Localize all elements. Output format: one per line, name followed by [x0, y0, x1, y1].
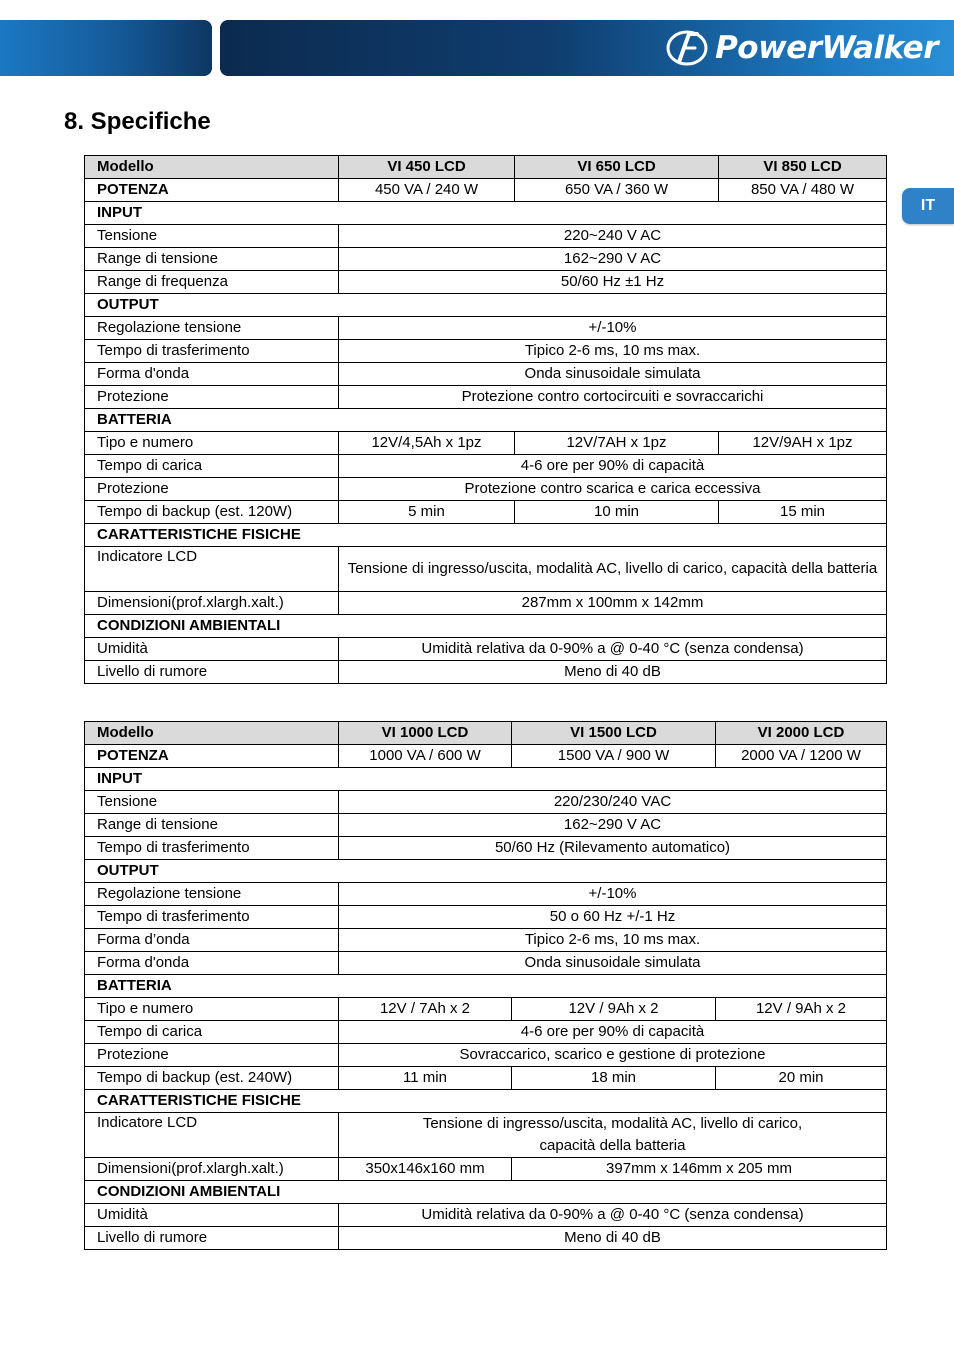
table-cell: 5 min: [339, 501, 515, 524]
page-header: [0, 20, 954, 78]
section-row: [85, 524, 887, 547]
powerwalker-swoosh-icon: [665, 28, 709, 68]
table-row: [85, 952, 887, 975]
table-cell: 162~290 V AC: [339, 814, 887, 837]
table-header-row: [85, 722, 887, 745]
table-cell: 4-6 ore per 90% di capacità: [339, 1021, 887, 1044]
table-row: [85, 837, 887, 860]
table-cell: Tipo e numero: [85, 432, 339, 455]
section-heading: CARATTERISTICHE FISICHE: [85, 524, 887, 547]
table-cell: Tipico 2-6 ms, 10 ms max.: [339, 929, 887, 952]
model-header-cell: VI 850 LCD: [719, 156, 887, 179]
table-row: [85, 592, 887, 615]
section-row: [85, 768, 887, 791]
powerwalker-logo: [665, 26, 938, 70]
spec-table-small-models: [84, 155, 887, 684]
table-cell: 12V / 9Ah x 2: [512, 998, 716, 1021]
table-cell: Regolazione tensione: [85, 883, 339, 906]
header-band-left: [0, 20, 212, 76]
table-row: [85, 317, 887, 340]
section-row: [85, 975, 887, 998]
section-row: [85, 1181, 887, 1204]
table-cell: Livello di rumore: [85, 1227, 339, 1250]
table-row: [85, 1021, 887, 1044]
table-cell: 50/60 Hz ±1 Hz: [339, 271, 887, 294]
table-cell: 20 min: [716, 1067, 887, 1090]
table-cell: 12V / 9Ah x 2: [716, 998, 887, 1021]
table-cell: 4-6 ore per 90% di capacità: [339, 455, 887, 478]
table-cell: Meno di 40 dB: [339, 661, 887, 684]
table-row: [85, 1158, 887, 1181]
table-row: [85, 1227, 887, 1250]
table-cell: +/-10%: [339, 883, 887, 906]
table-cell: Onda sinusoidale simulata: [339, 952, 887, 975]
header-band-right: [220, 20, 954, 76]
table-cell: Forma d'onda: [85, 952, 339, 975]
table-cell: Tipico 2-6 ms, 10 ms max.: [339, 340, 887, 363]
table-cell: Tempo di trasferimento: [85, 906, 339, 929]
language-tab[interactable]: IT: [902, 188, 954, 224]
table-cell: Indicatore LCD: [85, 547, 339, 592]
table-cell: POTENZA: [85, 179, 339, 202]
table-row: [85, 248, 887, 271]
section-heading: OUTPUT: [85, 294, 887, 317]
table-cell: 50/60 Hz (Rilevamento automatico): [339, 837, 887, 860]
section-row: [85, 615, 887, 638]
table-cell: Tensione: [85, 791, 339, 814]
table-row: [85, 745, 887, 768]
table-cell: 450 VA / 240 W: [339, 179, 515, 202]
table-row: [85, 501, 887, 524]
table-cell: Protezione contro scarica e carica eccessiva: [339, 478, 887, 501]
table-row: [85, 432, 887, 455]
table-cell: Dimensioni(prof.xlargh.xalt.): [85, 1158, 339, 1181]
section-row: [85, 294, 887, 317]
section-heading: INPUT: [85, 768, 887, 791]
section-row: [85, 409, 887, 432]
section-row: [85, 860, 887, 883]
table-cell: 220/230/240 VAC: [339, 791, 887, 814]
table-cell: Tensione di ingresso/uscita, modalità AC, livello di carico, capacità della batteria: [339, 1113, 887, 1158]
model-header-cell: VI 1500 LCD: [512, 722, 716, 745]
table-cell: Sovraccarico, scarico e gestione di protezione: [339, 1044, 887, 1067]
table-cell: Onda sinusoidale simulata: [339, 363, 887, 386]
table-cell: Protezione contro cortocircuiti e sovraccarichi: [339, 386, 887, 409]
table-row: [85, 1067, 887, 1090]
table-row: [85, 998, 887, 1021]
table-cell: Tipo e numero: [85, 998, 339, 1021]
model-header-cell: VI 2000 LCD: [716, 722, 887, 745]
table-cell: Forma d'onda: [85, 363, 339, 386]
table-cell: 12V/9AH x 1pz: [719, 432, 887, 455]
table-cell: 397mm x 146mm x 205 mm: [512, 1158, 887, 1181]
model-header-cell: VI 450 LCD: [339, 156, 515, 179]
table-cell: Forma d’onda: [85, 929, 339, 952]
table-cell: 11 min: [339, 1067, 512, 1090]
table-cell: 287mm x 100mm x 142mm: [339, 592, 887, 615]
table-cell: +/-10%: [339, 317, 887, 340]
table-cell: Tempo di carica: [85, 455, 339, 478]
table-cell: Indicatore LCD: [85, 1113, 339, 1158]
section-heading: BATTERIA: [85, 409, 887, 432]
table-row: [85, 386, 887, 409]
section-heading: BATTERIA: [85, 975, 887, 998]
table-cell: Dimensioni(prof.xlargh.xalt.): [85, 592, 339, 615]
table-row: [85, 179, 887, 202]
table-cell: Protezione: [85, 478, 339, 501]
section-heading: CONDIZIONI AMBIENTALI: [85, 1181, 887, 1204]
section-heading: OUTPUT: [85, 860, 887, 883]
table-row: [85, 814, 887, 837]
table-cell: POTENZA: [85, 745, 339, 768]
table-cell: 12V/7AH x 1pz: [515, 432, 719, 455]
table-cell: 2000 VA / 1200 W: [716, 745, 887, 768]
table-cell: Tensione di ingresso/uscita, modalità AC, livello di carico, capacità della batteria: [339, 547, 887, 592]
page-title: 8. Specifiche: [64, 108, 211, 135]
table-cell: Protezione: [85, 1044, 339, 1067]
model-header-cell: VI 650 LCD: [515, 156, 719, 179]
table-row: [85, 547, 887, 592]
table-cell: Umidità relativa da 0-90% a @ 0-40 °C (senza condensa): [339, 638, 887, 661]
table-cell: 1000 VA / 600 W: [339, 745, 512, 768]
section-heading: CONDIZIONI AMBIENTALI: [85, 615, 887, 638]
table-row: [85, 929, 887, 952]
table-cell: 50 o 60 Hz +/-1 Hz: [339, 906, 887, 929]
table-cell: 162~290 V AC: [339, 248, 887, 271]
table-cell: 350x146x160 mm: [339, 1158, 512, 1181]
table-cell: Tensione: [85, 225, 339, 248]
table-cell: 18 min: [512, 1067, 716, 1090]
table-row: [85, 478, 887, 501]
table-header-row: [85, 156, 887, 179]
table-cell: 12V/4,5Ah x 1pz: [339, 432, 515, 455]
spec-table-large-models: [84, 721, 887, 1250]
section-heading: INPUT: [85, 202, 887, 225]
table-cell: 12V / 7Ah x 2: [339, 998, 512, 1021]
table-cell: Range di frequenza: [85, 271, 339, 294]
table-cell: 1500 VA / 900 W: [512, 745, 716, 768]
table-row: [85, 906, 887, 929]
table-cell: Livello di rumore: [85, 661, 339, 684]
table-cell: Meno di 40 dB: [339, 1227, 887, 1250]
table-row: [85, 340, 887, 363]
table-cell: Modello: [85, 156, 339, 179]
table-cell: Modello: [85, 722, 339, 745]
table-cell: Tempo di carica: [85, 1021, 339, 1044]
table-cell: Tempo di trasferimento: [85, 340, 339, 363]
table-cell: Umidità: [85, 1204, 339, 1227]
table-row: [85, 271, 887, 294]
table-cell: 220~240 V AC: [339, 225, 887, 248]
section-row: [85, 1090, 887, 1113]
table-cell: 10 min: [515, 501, 719, 524]
table-cell: 15 min: [719, 501, 887, 524]
table-cell: Protezione: [85, 386, 339, 409]
table-row: [85, 1204, 887, 1227]
table-cell: Umidità: [85, 638, 339, 661]
section-heading: CARATTERISTICHE FISICHE: [85, 1090, 887, 1113]
section-row: [85, 202, 887, 225]
table-row: [85, 225, 887, 248]
table-row: [85, 1044, 887, 1067]
table-cell: Range di tensione: [85, 248, 339, 271]
table-row: [85, 1113, 887, 1158]
table-row: [85, 638, 887, 661]
table-row: [85, 661, 887, 684]
table-row: [85, 791, 887, 814]
table-row: [85, 455, 887, 478]
table-row: [85, 883, 887, 906]
table-cell: Umidità relativa da 0-90% a @ 0-40 °C (senza condensa): [339, 1204, 887, 1227]
table-cell: 650 VA / 360 W: [515, 179, 719, 202]
table-cell: Range di tensione: [85, 814, 339, 837]
table-cell: Tempo di trasferimento: [85, 837, 339, 860]
table-cell: Tempo di backup (est. 120W): [85, 501, 339, 524]
table-cell: 850 VA / 480 W: [719, 179, 887, 202]
table-row: [85, 363, 887, 386]
table-cell: Regolazione tensione: [85, 317, 339, 340]
model-header-cell: VI 1000 LCD: [339, 722, 512, 745]
brand-name: PowerWalker: [715, 30, 938, 66]
table-cell: Tempo di backup (est. 240W): [85, 1067, 339, 1090]
